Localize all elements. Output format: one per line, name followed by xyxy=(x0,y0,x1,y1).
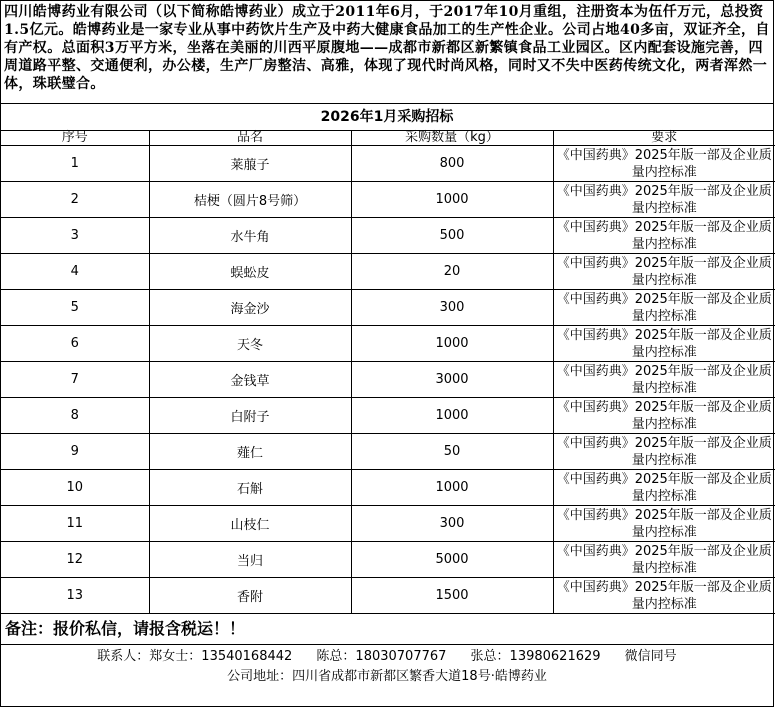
cell-qty: 1500 xyxy=(351,578,553,614)
cell-qty: 300 xyxy=(351,506,553,542)
cell-name: 蜈蚣皮 xyxy=(149,254,351,290)
cell-no: 9 xyxy=(1,434,149,470)
table-row xyxy=(1,434,775,470)
cell-req: 《中国药典》2025年版一部及企业质量内控标准 xyxy=(553,326,775,362)
cell-no: 13 xyxy=(1,578,149,614)
cell-no: 10 xyxy=(1,470,149,506)
cell-req: 《中国药典》2025年版一部及企业质量内控标准 xyxy=(553,506,775,542)
header-qty: 采购数量（kg） xyxy=(351,131,553,146)
cell-qty: 1000 xyxy=(351,182,553,218)
cell-no: 6 xyxy=(1,326,149,362)
table-row xyxy=(1,254,775,290)
table-row xyxy=(1,506,775,542)
cell-no: 2 xyxy=(1,182,149,218)
table-row xyxy=(1,146,775,182)
cell-name: 石斛 xyxy=(149,470,351,506)
procurement-table xyxy=(1,131,775,614)
table-row xyxy=(1,578,775,614)
cell-name: 山枝仁 xyxy=(149,506,351,542)
cell-no: 5 xyxy=(1,290,149,326)
cell-no: 3 xyxy=(1,218,149,254)
wechat-note: 微信同号 xyxy=(624,649,677,664)
cell-no: 8 xyxy=(1,398,149,434)
cell-req: 《中国药典》2025年版一部及企业质量内控标准 xyxy=(553,362,775,398)
cell-req: 《中国药典》2025年版一部及企业质量内控标准 xyxy=(553,434,775,470)
remark-note: 备注：报价私信，请报含税运！！ xyxy=(1,614,773,645)
company-address: 公司地址：四川省成都市新都区繁香大道18号·皓博药业 xyxy=(227,669,547,684)
table-row xyxy=(1,470,775,506)
cell-qty: 5000 xyxy=(351,542,553,578)
contact-line xyxy=(1,647,773,667)
table-title: 2026年1月采购招标 xyxy=(1,104,773,131)
cell-req: 《中国药典》2025年版一部及企业质量内控标准 xyxy=(553,470,775,506)
table-row xyxy=(1,326,775,362)
cell-qty: 300 xyxy=(351,290,553,326)
cell-name: 天冬 xyxy=(149,326,351,362)
cell-qty: 1000 xyxy=(351,398,553,434)
table-row xyxy=(1,218,775,254)
cell-no: 11 xyxy=(1,506,149,542)
cell-req: 《中国药典》2025年版一部及企业质量内控标准 xyxy=(553,542,775,578)
cell-name: 白附子 xyxy=(149,398,351,434)
cell-req: 《中国药典》2025年版一部及企业质量内控标准 xyxy=(553,254,775,290)
header-no: 序号 xyxy=(1,131,149,146)
cell-qty: 1000 xyxy=(351,326,553,362)
table-row xyxy=(1,182,775,218)
cell-name: 海金沙 xyxy=(149,290,351,326)
table-header-row xyxy=(1,131,775,146)
header-name: 品名 xyxy=(149,131,351,146)
cell-name: 薤仁 xyxy=(149,434,351,470)
cell-req: 《中国药典》2025年版一部及企业质量内控标准 xyxy=(553,578,775,614)
contact-zhang: 张总：13980621629 xyxy=(470,649,601,664)
cell-req: 《中国药典》2025年版一部及企业质量内控标准 xyxy=(553,146,775,182)
table-row xyxy=(1,542,775,578)
cell-no: 12 xyxy=(1,542,149,578)
cell-req: 《中国药典》2025年版一部及企业质量内控标准 xyxy=(553,182,775,218)
cell-no: 4 xyxy=(1,254,149,290)
table-row xyxy=(1,398,775,434)
cell-req: 《中国药典》2025年版一部及企业质量内控标准 xyxy=(553,290,775,326)
header-req: 要求 xyxy=(553,131,775,146)
contact-zheng: 联系人：郑女士：13540168442 xyxy=(97,649,293,664)
cell-no: 1 xyxy=(1,146,149,182)
cell-req: 《中国药典》2025年版一部及企业质量内控标准 xyxy=(553,398,775,434)
contact-chen: 陈总：18030707767 xyxy=(316,649,447,664)
cell-name: 当归 xyxy=(149,542,351,578)
contact-footer xyxy=(1,645,773,687)
cell-qty: 500 xyxy=(351,218,553,254)
company-intro: 四川皓博药业有限公司（以下简称皓博药业）成立于2011年6月，于2017年10月重组，注册资本为伍仟万元，总投资1.5亿元。皓博药业是一家专业从事中药饮片生产及中药大健康食品加工的生产性企业。公司占地40多亩，双证齐全，自有产权。总面积3万平方米，坐落在美丽的川西平原腹地——成都市新都区新繁镇食品工业园区。区内配套设施完善，四周道路平整、交通便利，办公楼，生产厂房整洁、高雅，体现了现代时尚风格，同时又不失中医药传统文化，两者浑然一体，珠联璧合。 xyxy=(1,1,773,104)
table-row xyxy=(1,362,775,398)
table-row xyxy=(1,290,775,326)
cell-qty: 3000 xyxy=(351,362,553,398)
cell-qty: 1000 xyxy=(351,470,553,506)
cell-name: 香附 xyxy=(149,578,351,614)
cell-req: 《中国药典》2025年版一部及企业质量内控标准 xyxy=(553,218,775,254)
cell-name: 莱菔子 xyxy=(149,146,351,182)
cell-no: 7 xyxy=(1,362,149,398)
cell-name: 桔梗（圆片8号筛） xyxy=(149,182,351,218)
cell-name: 水牛角 xyxy=(149,218,351,254)
table-body xyxy=(1,146,775,614)
cell-qty: 20 xyxy=(351,254,553,290)
cell-qty: 50 xyxy=(351,434,553,470)
cell-qty: 800 xyxy=(351,146,553,182)
cell-name: 金钱草 xyxy=(149,362,351,398)
